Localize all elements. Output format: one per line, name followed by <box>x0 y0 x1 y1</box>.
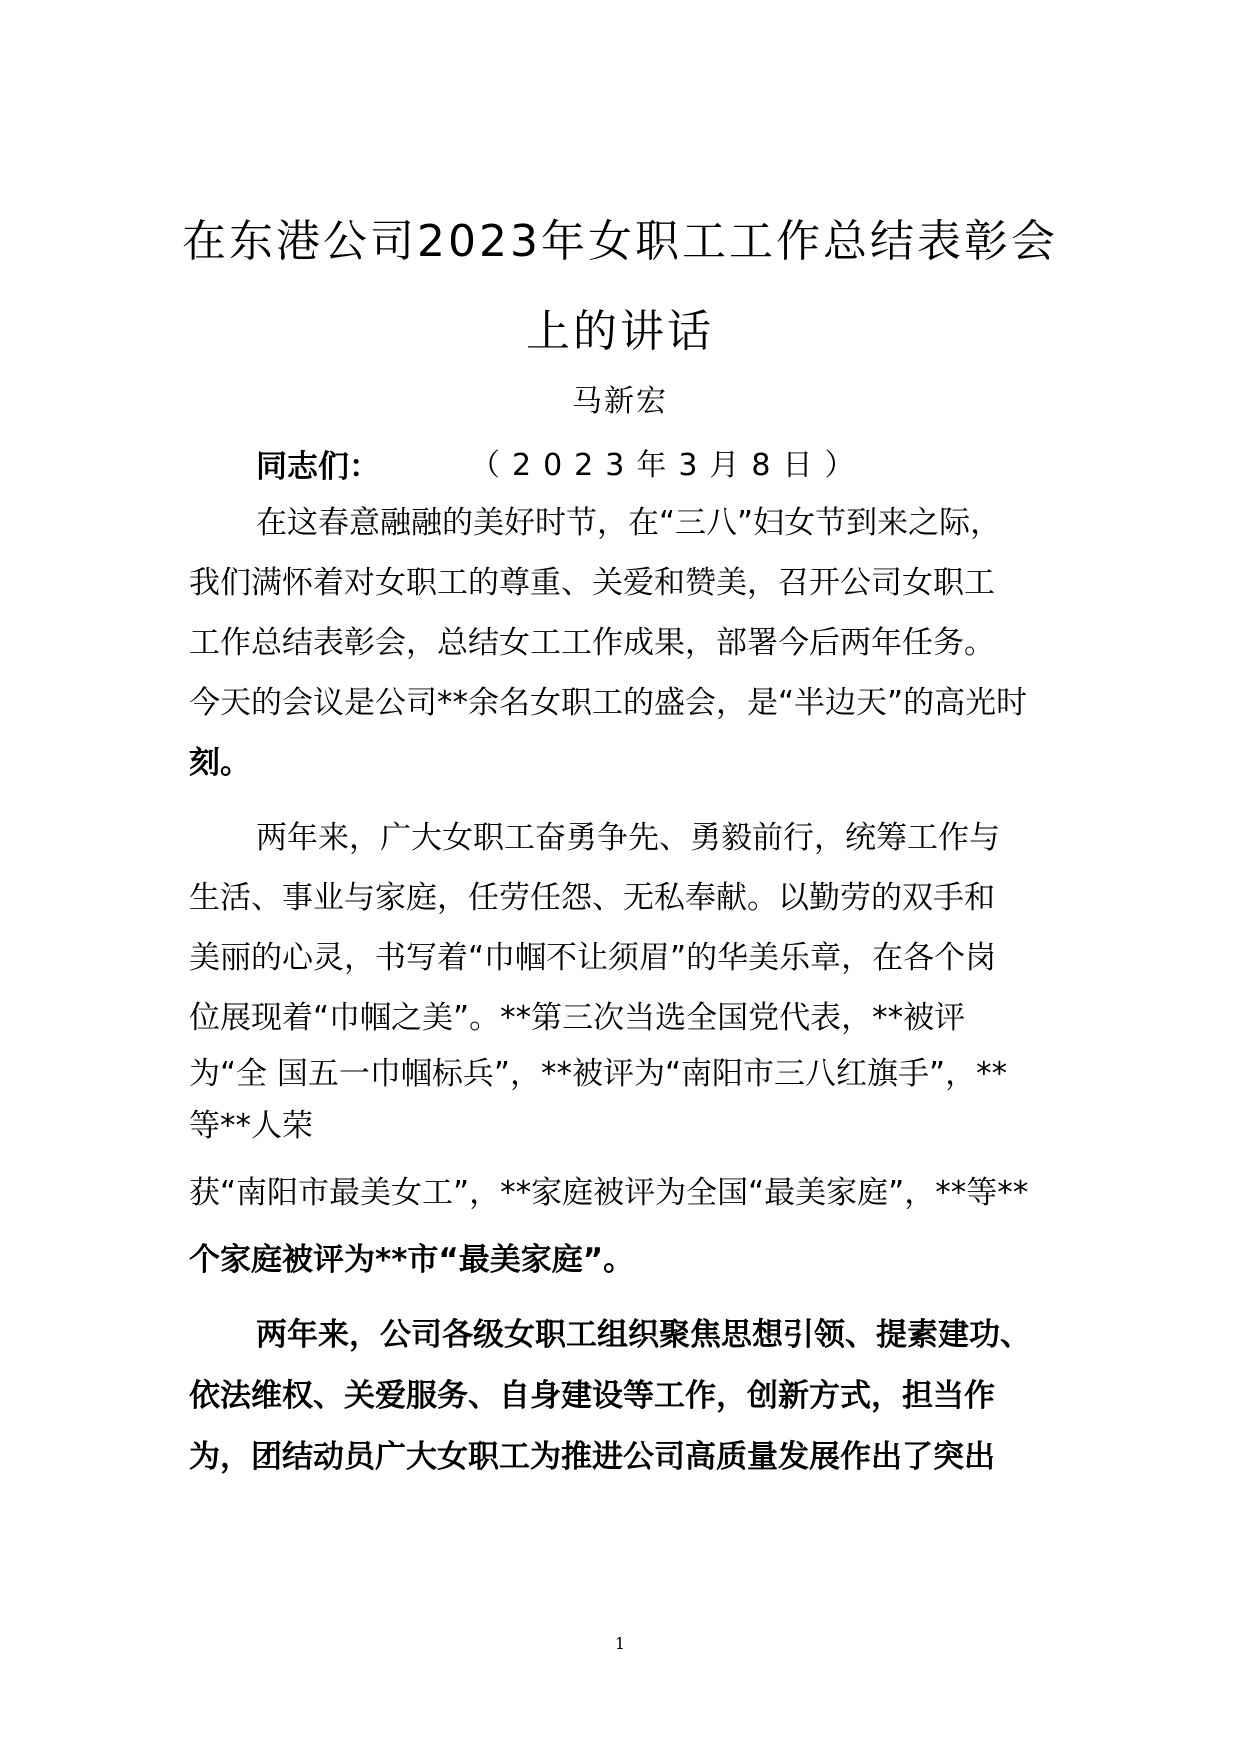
paragraph-2-line: 等**人荣 <box>189 1108 313 1144</box>
paragraph-2-line: 获“南阳市最美女工”，**家庭被评为全国“最美家庭”，**等** <box>189 1175 1029 1211</box>
document-title-line-2: 上的讲话 <box>526 306 714 357</box>
document-title-line-1: 在东港公司2023年女职工工作总结表彰会 <box>182 216 1058 267</box>
paragraph-3-line: 依法维权、关爱服务、自身建设等工作，创新方式，担当作 <box>189 1378 995 1414</box>
paragraph-2-line: 位展现着“巾帼之美”。**第三次当选全国党代表，**被评 <box>189 1000 966 1036</box>
paragraph-1-line: 我们满怀着对女职工的尊重、关爱和赞美，召开公司女职工 <box>189 565 995 601</box>
paragraph-1-line: 工作总结表彰会，总结女工工作成果，部署今后两年任务。 <box>189 625 995 661</box>
paragraph-1-line: 今天的会议是公司**余名女职工的盛会，是“半边天”的高光时 <box>189 685 1028 721</box>
paragraph-2-line: 个家庭被评为**市“最美家庭”。 <box>189 1242 635 1278</box>
speech-date: （2023年3月8日） <box>470 448 867 483</box>
salutation: 同志们： <box>256 449 380 485</box>
paragraph-1-line: 刻。 <box>189 745 251 781</box>
paragraph-2-line: 美丽的心灵，书写着“巾帼不让须眉”的华美乐章，在各个岗 <box>189 940 997 976</box>
paragraph-3-line: 两年来，公司各级女职工组织聚焦思想引领、提素建功、 <box>256 1317 1031 1353</box>
paragraph-2-line: 生活、事业与家庭，任劳任怨、无私奉献。以勤劳的双手和 <box>189 880 995 916</box>
paragraph-3-line: 为，团结动员广大女职工为推进公司高质量发展作出了突出 <box>189 1439 995 1475</box>
paragraph-2-line: 两年来，广大女职工奋勇争先、勇毅前行，统筹工作与 <box>256 820 1000 856</box>
paragraph-1-line: 在这春意融融的美好时节，在“三八”妇女节到来之际， <box>256 505 1002 541</box>
paragraph-2-line: 为“全 国五一巾帼标兵”，**被评为“南阳市三八红旗手”，** <box>189 1056 1008 1092</box>
author-name: 马新宏 <box>572 384 668 419</box>
page-number: 1 <box>614 1634 626 1653</box>
